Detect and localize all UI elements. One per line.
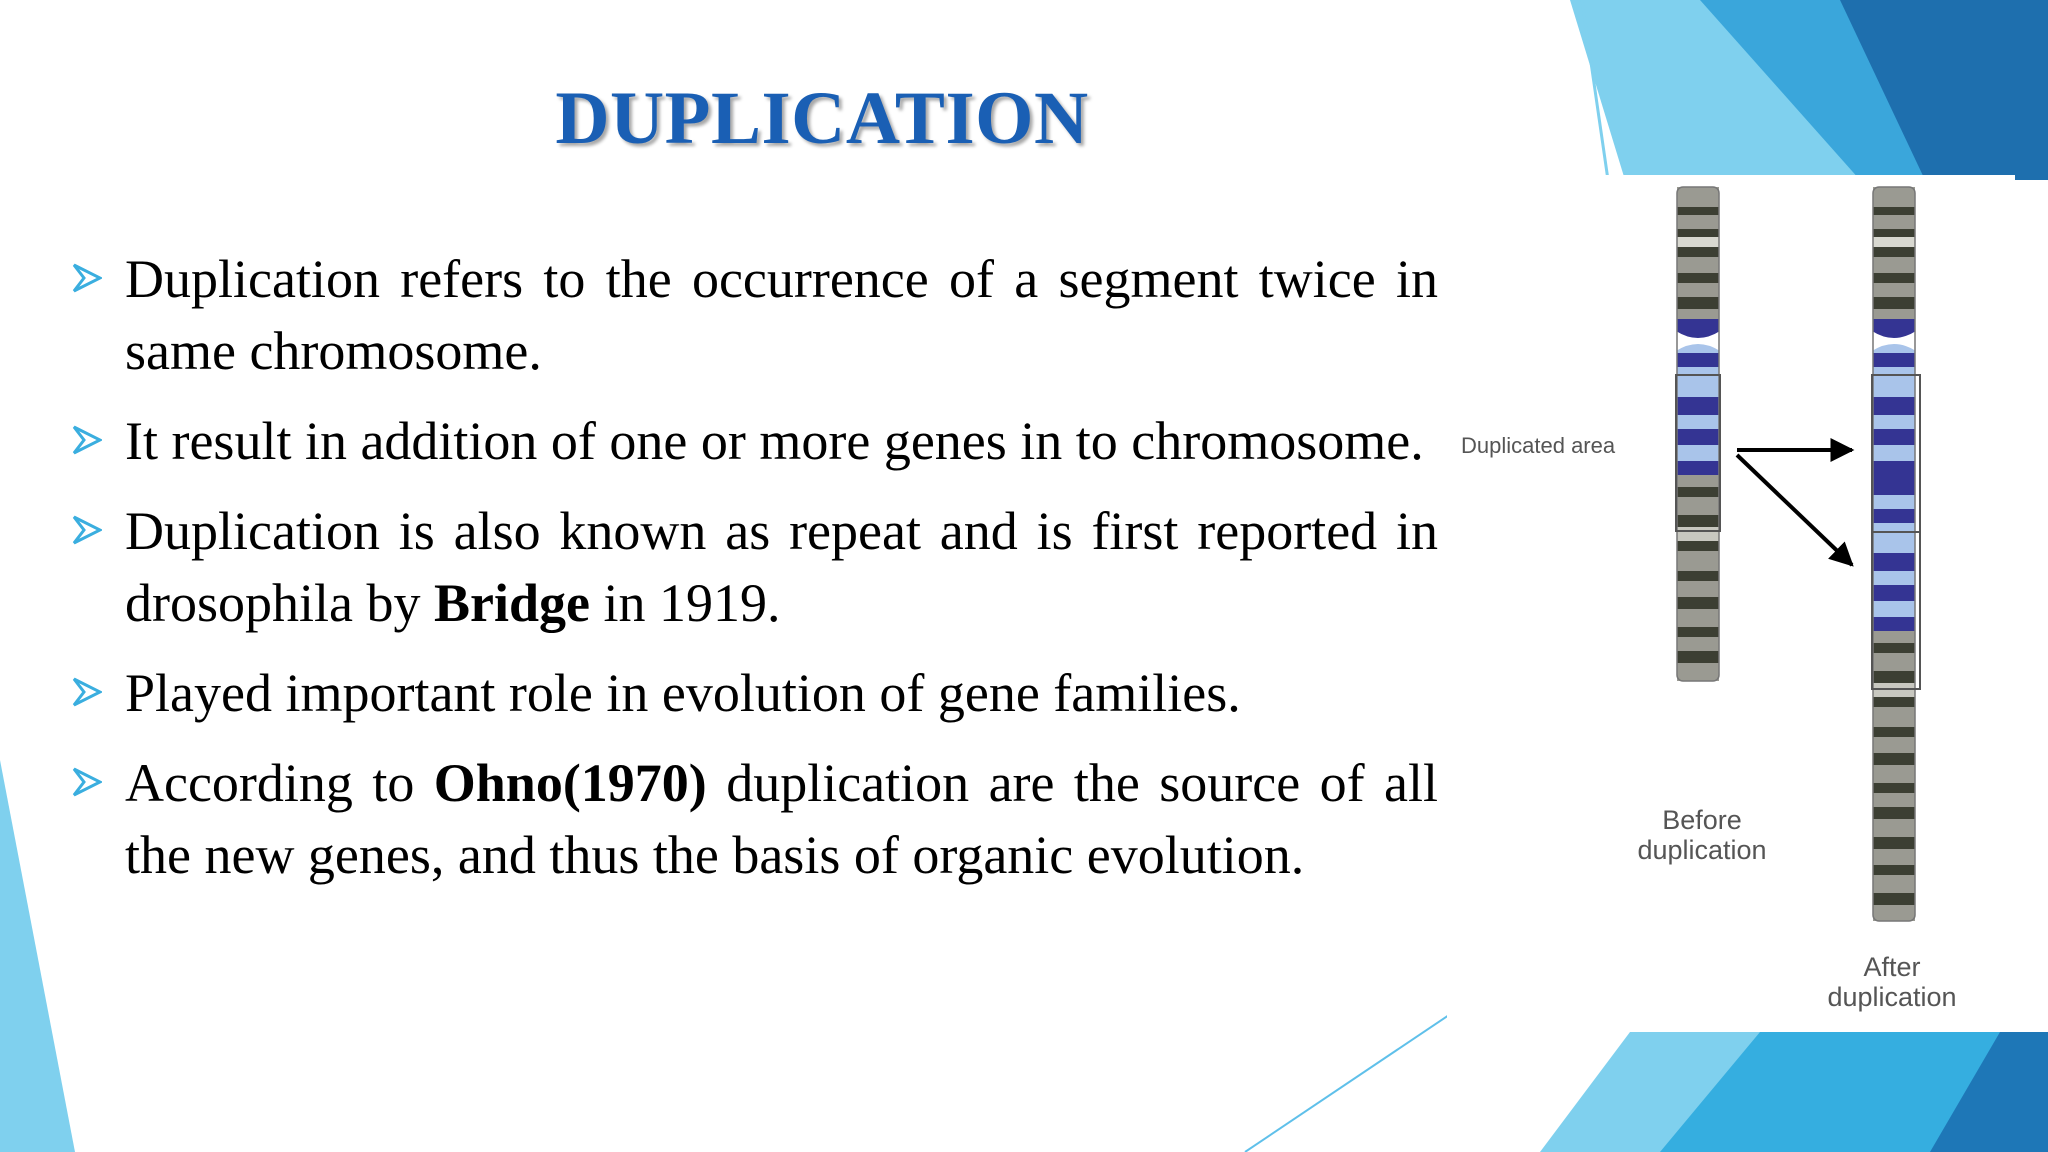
bullet-item bbox=[72, 657, 1438, 729]
chromosome-band bbox=[1873, 297, 1915, 309]
chromosome-band bbox=[1873, 819, 1915, 837]
chromosome-band bbox=[1677, 297, 1719, 309]
chromosome-band bbox=[1677, 229, 1719, 237]
chromosome-band bbox=[1873, 415, 1915, 429]
chromosome-band bbox=[1677, 541, 1719, 551]
chromosome-band bbox=[1873, 601, 1915, 617]
chromosome-band bbox=[1873, 429, 1915, 445]
chromosome-band bbox=[1677, 207, 1719, 215]
chromosome-band bbox=[1677, 309, 1719, 319]
bullet-text: According to bbox=[125, 753, 434, 813]
chromosome-band bbox=[1873, 273, 1915, 283]
chromosome-duplication-figure bbox=[1447, 175, 2015, 1032]
bullet-arrow-icon bbox=[72, 515, 102, 545]
chromosome-band bbox=[1677, 609, 1719, 627]
bullet-item bbox=[72, 243, 1438, 387]
bullet-arrow-icon bbox=[72, 263, 102, 293]
chromosome-band bbox=[1677, 637, 1719, 651]
bullet-arrow-icon bbox=[72, 425, 102, 455]
chromosome-band bbox=[1873, 509, 1915, 523]
chromosome-band bbox=[1677, 237, 1719, 247]
chromosome-band bbox=[1677, 663, 1719, 681]
chromosome-band bbox=[1677, 487, 1719, 497]
bullet-bold-citation: Ohno(1970) bbox=[433, 753, 707, 813]
chromosome-band bbox=[1873, 893, 1915, 905]
chromosome-band bbox=[1873, 353, 1915, 367]
chromosome-band bbox=[1873, 671, 1915, 683]
chromosome-band bbox=[1677, 215, 1719, 229]
bullet-text: It result in addition of one or more genes in to chromosome. bbox=[125, 411, 1424, 471]
slide-title: DUPLICATION bbox=[555, 77, 1089, 160]
chromosome-band bbox=[1873, 865, 1915, 875]
bullet-item bbox=[72, 747, 1438, 891]
chromosome-band bbox=[1677, 429, 1719, 445]
chromosome-band bbox=[1873, 653, 1915, 671]
chromosome-band bbox=[1677, 515, 1719, 527]
chromosome-band bbox=[1873, 207, 1915, 215]
chromosome-before bbox=[1676, 187, 1720, 681]
chromosome-band bbox=[1873, 187, 1915, 207]
chromosome-band bbox=[1873, 461, 1915, 475]
chromosome-band bbox=[1873, 495, 1915, 509]
chromosome-band bbox=[1677, 581, 1719, 597]
chromosome-band bbox=[1677, 497, 1719, 515]
before-label-line2: duplication bbox=[1637, 835, 1767, 865]
chromosome-band bbox=[1677, 551, 1719, 571]
chromosome-band bbox=[1873, 247, 1915, 257]
chromosome-band bbox=[1873, 849, 1915, 865]
bullet-text: Duplication refers to the occurrence of a segment twice in same chromosome. bbox=[125, 249, 1438, 381]
chromosome-band bbox=[1677, 273, 1719, 283]
chromosome-band bbox=[1677, 651, 1719, 663]
chromosome-band bbox=[1677, 257, 1719, 273]
bullet-list bbox=[72, 243, 1438, 909]
bullet-item bbox=[72, 495, 1438, 639]
chromosome-band bbox=[1873, 445, 1915, 461]
chromosome-band bbox=[1873, 875, 1915, 893]
chromosome-band bbox=[1873, 765, 1915, 783]
chromosome-band bbox=[1873, 397, 1915, 415]
chromosome-band bbox=[1677, 415, 1719, 429]
chromosome-after bbox=[1872, 187, 1916, 921]
bullet-text: duplication are the source of all the new genes, and thus the basis of organic evolution. bbox=[125, 753, 1438, 885]
chromosome-band bbox=[1873, 753, 1915, 765]
chromosome-band bbox=[1677, 627, 1719, 637]
before-duplication-label bbox=[1597, 805, 1807, 865]
chromosome-band bbox=[1677, 187, 1719, 207]
chromosome-band bbox=[1873, 793, 1915, 807]
chromosome-band bbox=[1873, 697, 1915, 707]
chromosome-band bbox=[1873, 553, 1915, 571]
chromosome-band bbox=[1873, 257, 1915, 273]
decor-shape-left bbox=[0, 760, 75, 1152]
chromosome-band bbox=[1873, 737, 1915, 753]
chromosome-band bbox=[1873, 229, 1915, 237]
chromosome-band bbox=[1873, 367, 1915, 397]
chromosome-band bbox=[1677, 397, 1719, 415]
arrow-to-copy bbox=[1737, 455, 1852, 565]
chromosome-band bbox=[1677, 475, 1719, 487]
chromosome-band bbox=[1873, 309, 1915, 319]
before-label-line1: Before bbox=[1662, 805, 1742, 835]
chromosome-band bbox=[1677, 461, 1719, 475]
bullet-text: Played important role in evolution of gene families. bbox=[125, 663, 1241, 723]
chromosome-band bbox=[1677, 571, 1719, 581]
chromosome-band bbox=[1677, 527, 1719, 541]
chromosome-band bbox=[1873, 523, 1915, 553]
chromosome-band bbox=[1873, 585, 1915, 601]
chromosome-band bbox=[1873, 783, 1915, 793]
chromosome-band bbox=[1677, 445, 1719, 461]
chromosome-band bbox=[1677, 367, 1719, 397]
chromosome-band bbox=[1677, 353, 1719, 367]
after-label-line2: duplication bbox=[1827, 982, 1957, 1012]
after-label-line1: After bbox=[1863, 952, 1921, 982]
chromosome-band bbox=[1873, 617, 1915, 631]
chromosome-band bbox=[1873, 237, 1915, 247]
chromosome-band bbox=[1873, 837, 1915, 849]
chromosome-band bbox=[1873, 643, 1915, 653]
bullet-arrow-icon bbox=[72, 767, 102, 797]
chromosome-diagram bbox=[1447, 175, 2015, 1032]
chromosome-band bbox=[1873, 727, 1915, 737]
bullet-item bbox=[72, 405, 1438, 477]
chromosome-band bbox=[1677, 597, 1719, 609]
chromosome-band bbox=[1873, 283, 1915, 297]
chromosome-band bbox=[1873, 631, 1915, 643]
chromosome-band bbox=[1873, 475, 1915, 495]
chromosome-band bbox=[1873, 807, 1915, 819]
chromosome-band bbox=[1873, 905, 1915, 921]
chromosome-band bbox=[1873, 571, 1915, 585]
after-duplication-label bbox=[1792, 952, 1992, 1012]
bullet-text: Duplication is also known as repeat and is first reported in drosophila by bbox=[125, 501, 1438, 633]
chromosome-band bbox=[1677, 283, 1719, 297]
duplicated-area-label: Duplicated area bbox=[1461, 433, 1616, 458]
chromosome-band bbox=[1677, 247, 1719, 257]
chromosome-band bbox=[1873, 215, 1915, 229]
bullet-arrow-icon bbox=[72, 677, 102, 707]
decor-line-bottom bbox=[1245, 1013, 1452, 1152]
bullet-text: in 1919. bbox=[589, 573, 781, 633]
chromosome-band bbox=[1873, 707, 1915, 727]
bullet-bold-name: Bridge bbox=[433, 573, 590, 633]
